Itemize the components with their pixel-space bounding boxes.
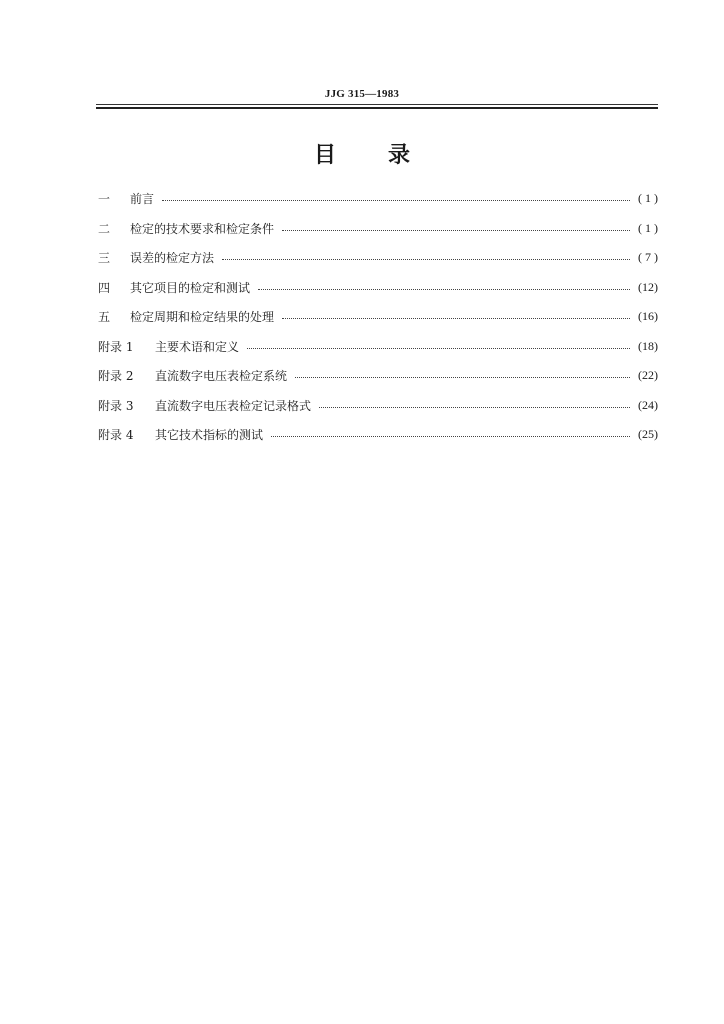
- toc-entry[interactable]: [98, 332, 658, 362]
- toc-entry[interactable]: [98, 420, 658, 450]
- toc-entry-page: (25): [638, 427, 658, 442]
- toc-entry-number: 附录 2: [98, 369, 134, 384]
- toc-entry-number: 附录 1: [98, 339, 134, 354]
- toc-entry[interactable]: [98, 302, 658, 332]
- toc-entry[interactable]: [98, 184, 658, 214]
- header-rule-thick: [96, 107, 658, 109]
- toc-leader-dots: [247, 348, 630, 349]
- toc-entry-title: 其它技术指标的测试: [155, 428, 264, 443]
- toc-entry-title: 检定的技术要求和检定条件: [130, 221, 275, 236]
- toc-leader-dots: [271, 436, 630, 437]
- toc-entry[interactable]: [98, 391, 658, 421]
- toc-entry-page: ( 7 ): [638, 250, 658, 265]
- toc-entry-page: (22): [638, 368, 658, 383]
- toc-entry-page: (18): [638, 338, 658, 353]
- toc-entry-number: 二: [98, 221, 111, 236]
- toc-entry[interactable]: [98, 243, 658, 273]
- toc-leader-dots: [295, 377, 630, 378]
- toc-entry-title: 直流数字电压表检定系统: [155, 369, 288, 384]
- toc-entry-number: 四: [98, 280, 111, 295]
- toc-leader-dots: [319, 407, 630, 408]
- toc-entry-title: 检定周期和检定结果的处理: [130, 310, 275, 325]
- toc-entry-number: 附录 3: [98, 398, 134, 413]
- toc-entry-number: 附录 4: [98, 428, 134, 443]
- toc-entry-title: 误差的检定方法: [130, 251, 215, 266]
- toc-entry-page: ( 1 ): [638, 191, 658, 206]
- toc-entry-number: 一: [98, 192, 111, 207]
- toc-entry[interactable]: [98, 214, 658, 244]
- toc-entry-title: 直流数字电压表检定记录格式: [155, 398, 312, 413]
- title-char-1: 目: [313, 143, 336, 168]
- toc-entry-number: 三: [98, 251, 111, 266]
- toc-entry-number: 五: [98, 310, 111, 325]
- table-of-contents: [98, 184, 658, 450]
- toc-leader-dots: [222, 259, 630, 260]
- page-title: [0, 138, 724, 169]
- toc-entry-title: 主要术语和定义: [155, 339, 240, 354]
- toc-entry-page: (12): [638, 279, 658, 294]
- toc-leader-dots: [282, 318, 630, 319]
- document-code: JJG 315—1983: [324, 88, 400, 100]
- toc-entry[interactable]: [98, 361, 658, 391]
- toc-leader-dots: [162, 200, 630, 201]
- toc-entry-title: 前言: [130, 192, 155, 207]
- title-char-2: 录: [388, 143, 411, 168]
- header-rule-thin: [96, 104, 658, 105]
- toc-leader-dots: [282, 230, 630, 231]
- toc-leader-dots: [258, 289, 630, 290]
- toc-entry-page: (24): [638, 397, 658, 412]
- toc-entry-page: (16): [638, 309, 658, 324]
- toc-entry[interactable]: [98, 273, 658, 303]
- toc-entry-title: 其它项目的检定和测试: [130, 280, 251, 295]
- toc-entry-page: ( 1 ): [638, 220, 658, 235]
